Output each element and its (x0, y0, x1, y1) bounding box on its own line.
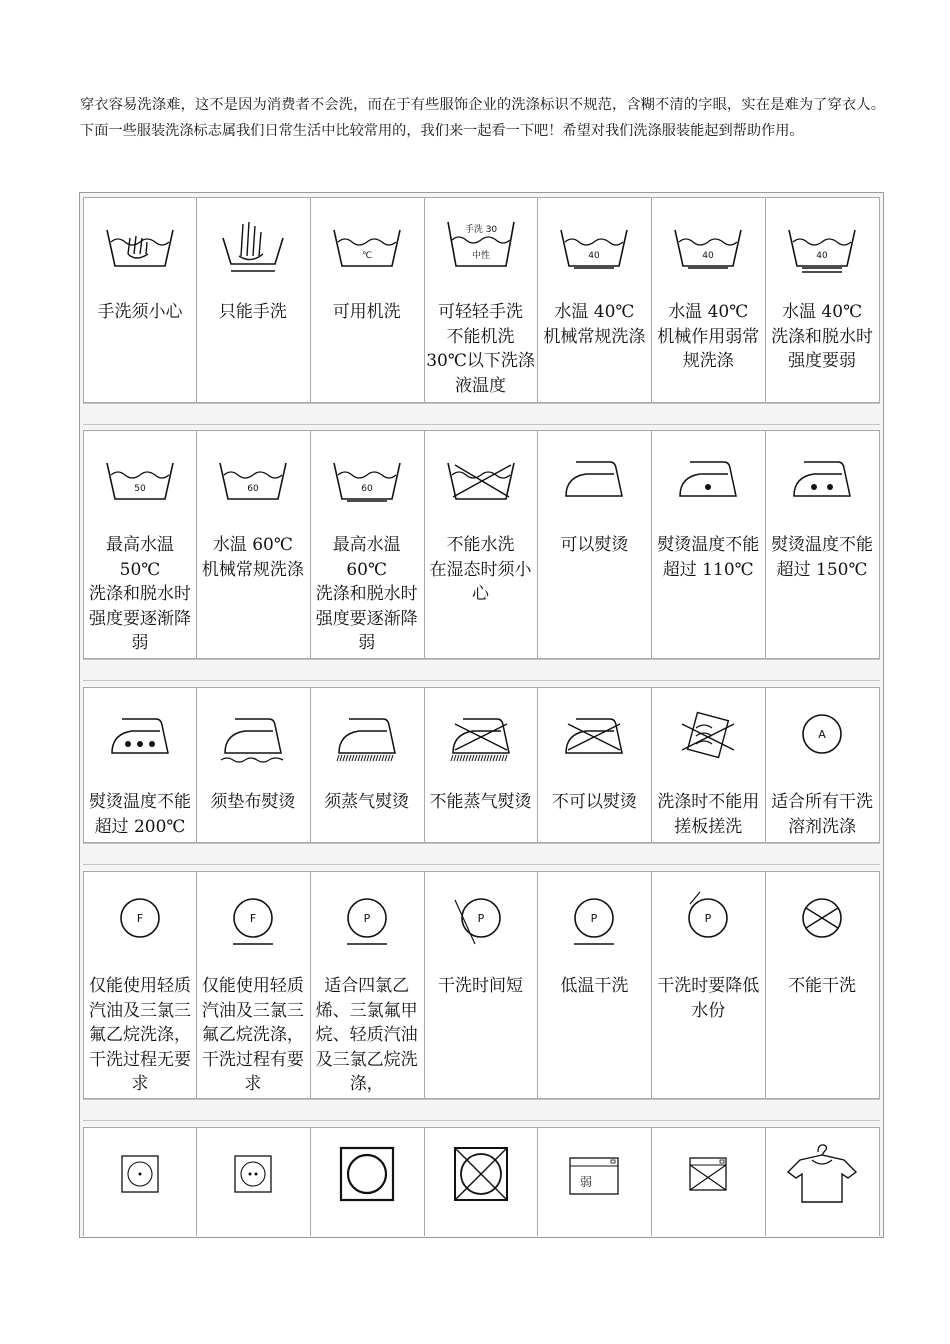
iron-medium-icon (766, 441, 878, 511)
table-cell (425, 430, 539, 659)
table-cell (538, 1128, 652, 1236)
dry-clean-any-solvent-icon (766, 698, 878, 768)
table-cell (83, 871, 197, 1099)
table-cell (425, 871, 539, 1099)
care-label: 可用机洗 (332, 302, 401, 322)
machine-wash-icon (311, 208, 423, 278)
symbol-text: P (363, 912, 371, 925)
table-row (83, 687, 880, 843)
table-cell (766, 197, 880, 403)
row-separator (83, 659, 880, 681)
do-not-tumble-dry-icon (425, 1138, 537, 1208)
care-label: 只能手洗 (218, 302, 287, 322)
intro-paragraph: 穿衣容易洗涤难，这不是因为消费者不会洗，而在于有些服饰企业的洗涤标识不规范，含糊不清的字眼，实在是难为了穿衣人。下面一些服装洗涤标志属我们日常生活中比较常用的，我们来一起看一下吧！希望对我们洗涤服装能起到帮助作用。 (80, 97, 885, 139)
table-cell (197, 197, 311, 403)
wash-40-normal-icon (538, 208, 650, 278)
care-label: 适合四氯乙烯、三氯氟甲烷、轻质汽油及三氯乙烷洗涤， (315, 976, 418, 1094)
table-cell (538, 871, 652, 1099)
table-cell (311, 1128, 425, 1236)
hand-wash-care-icon (84, 208, 196, 278)
table-row (83, 871, 880, 1099)
table-cell (425, 687, 539, 843)
care-label: 最高水温 60℃ 洗涤和脱水时强度要逐渐降弱 (315, 535, 418, 653)
wash-40-spin-gentle-icon (766, 208, 878, 278)
table-cell (538, 197, 652, 403)
iron-low-icon (652, 441, 764, 511)
symbol-text: 40 (702, 251, 714, 261)
wash-60-normal-icon (197, 441, 309, 511)
iron-with-cloth-icon (197, 698, 309, 768)
table-row (83, 197, 880, 403)
table-cell (538, 687, 652, 843)
care-label: 熨烫温度不能超过 200℃ (89, 792, 191, 837)
table-cell (311, 687, 425, 843)
dry-clean-f-icon (84, 882, 196, 952)
table-cell (311, 197, 425, 403)
table-cell (425, 197, 539, 403)
care-label: 不能干洗 (788, 976, 857, 996)
care-label: 低温干洗 (560, 976, 629, 996)
care-label: 干洗时间短 (438, 976, 524, 996)
dry-clean-short-icon (425, 882, 537, 952)
table-cell (197, 871, 311, 1099)
tumble-dry-low-icon (84, 1138, 196, 1208)
care-symbol-table (79, 192, 884, 1238)
table-cell (197, 1128, 311, 1236)
symbol-text: P (477, 912, 484, 925)
table-cell (538, 430, 652, 659)
care-label: 水温 40℃ 机械作用弱常规洗涤 (657, 302, 760, 371)
symbol-text: 手洗 30 (464, 225, 497, 235)
dry-clean-f-gentle-icon (197, 882, 309, 952)
table-cell (766, 687, 880, 843)
dry-clean-p-icon (311, 882, 423, 952)
table-cell (652, 197, 766, 403)
care-label: 可轻轻手洗 不能机洗 30℃以下洗涤液温度 (426, 302, 535, 396)
table-cell (766, 871, 880, 1099)
table-cell (652, 871, 766, 1099)
wash-60-reduced-icon (311, 441, 423, 511)
care-label: 可以熨烫 (560, 535, 629, 555)
care-label: 水温 40℃ 洗涤和脱水时强度要弱 (771, 302, 874, 371)
symbol-text: 60 (247, 484, 259, 494)
table-cell (766, 430, 880, 659)
tumble-dry-icon (311, 1138, 423, 1208)
table-cell (83, 430, 197, 659)
care-label: 不可以熨烫 (551, 792, 637, 812)
do-not-wash-icon (425, 441, 537, 511)
care-label: 仅能使用轻质汽油及三氯三氟乙烷洗涤，干洗过程无要求 (89, 976, 191, 1094)
symbol-text: P (704, 912, 712, 925)
dry-clean-low-moisture-icon (652, 882, 764, 952)
dry-clean-low-temp-icon (538, 882, 650, 952)
symbol-text: 60 (360, 484, 373, 494)
table-cell (197, 430, 311, 659)
table-cell (83, 687, 197, 843)
symbol-text: 40 (816, 251, 828, 261)
symbol-text: F (249, 912, 257, 925)
symbol-text: 50 (134, 484, 146, 494)
symbol-text: 中性 (471, 251, 490, 261)
iron-icon (538, 441, 650, 511)
tumble-dry-medium-icon (197, 1138, 309, 1208)
iron-high-icon (84, 698, 196, 768)
table-cell (83, 1128, 197, 1236)
care-label: 不能水洗 在湿态时须小心 (429, 535, 532, 604)
no-washboard-icon (652, 698, 764, 768)
table-cell (197, 687, 311, 843)
care-label: 干洗时要降低水份 (657, 976, 760, 1021)
table-cell (652, 1128, 766, 1236)
table-row (83, 1127, 880, 1236)
symbol-text: 弱 (580, 1175, 593, 1189)
wash-50-reduced-icon (84, 441, 196, 511)
table-cell (311, 871, 425, 1099)
care-label: 须蒸气熨烫 (324, 792, 410, 812)
row-separator (83, 1099, 880, 1121)
steam-iron-icon (311, 698, 423, 768)
care-label: 手洗须小心 (97, 302, 183, 322)
care-label: 不能蒸气熨烫 (429, 792, 532, 812)
table-cell (311, 430, 425, 659)
table-row (83, 430, 880, 659)
care-label: 仅能使用轻质汽油及三氯三氟乙烷洗涤，干洗过程有要求 (201, 976, 304, 1094)
row-separator (83, 403, 880, 425)
do-not-iron-icon (538, 698, 650, 768)
care-label: 洗涤时不能用搓板搓洗 (657, 792, 760, 837)
symbol-text: F (136, 912, 144, 925)
symbol-text: ℃ (361, 251, 372, 261)
symbol-text: 40 (588, 251, 601, 261)
table-cell (83, 197, 197, 403)
table-cell (766, 1128, 880, 1236)
wash-40-gentle-icon (652, 208, 764, 278)
hand-wash-only-icon (197, 208, 309, 278)
care-label: 熨烫温度不能超过 150℃ (771, 535, 874, 580)
care-label: 须垫布熨烫 (210, 792, 296, 812)
care-label: 水温 60℃ 机械常规洗涤 (201, 535, 304, 580)
do-not-dry-clean-icon (766, 882, 878, 952)
table-cell (425, 1128, 539, 1236)
care-label: 最高水温 50℃ 洗涤和脱水时强度要逐渐降弱 (89, 535, 191, 653)
care-label: 水温 40℃ 机械常规洗涤 (543, 302, 646, 347)
table-cell (652, 687, 766, 843)
gentle-hand-wash-30-icon (425, 208, 537, 278)
no-steam-iron-icon (425, 698, 537, 768)
do-not-spin-icon (652, 1138, 764, 1208)
symbol-text: A (818, 728, 826, 741)
care-label: 适合所有干洗溶剂洗涤 (771, 792, 874, 837)
gentle-spin-icon (538, 1138, 650, 1208)
hang-dry-icon (766, 1138, 878, 1208)
care-label: 熨烫温度不能超过 110℃ (657, 535, 760, 580)
symbol-text: P (591, 912, 598, 925)
row-separator (83, 843, 880, 865)
table-cell (652, 430, 766, 659)
